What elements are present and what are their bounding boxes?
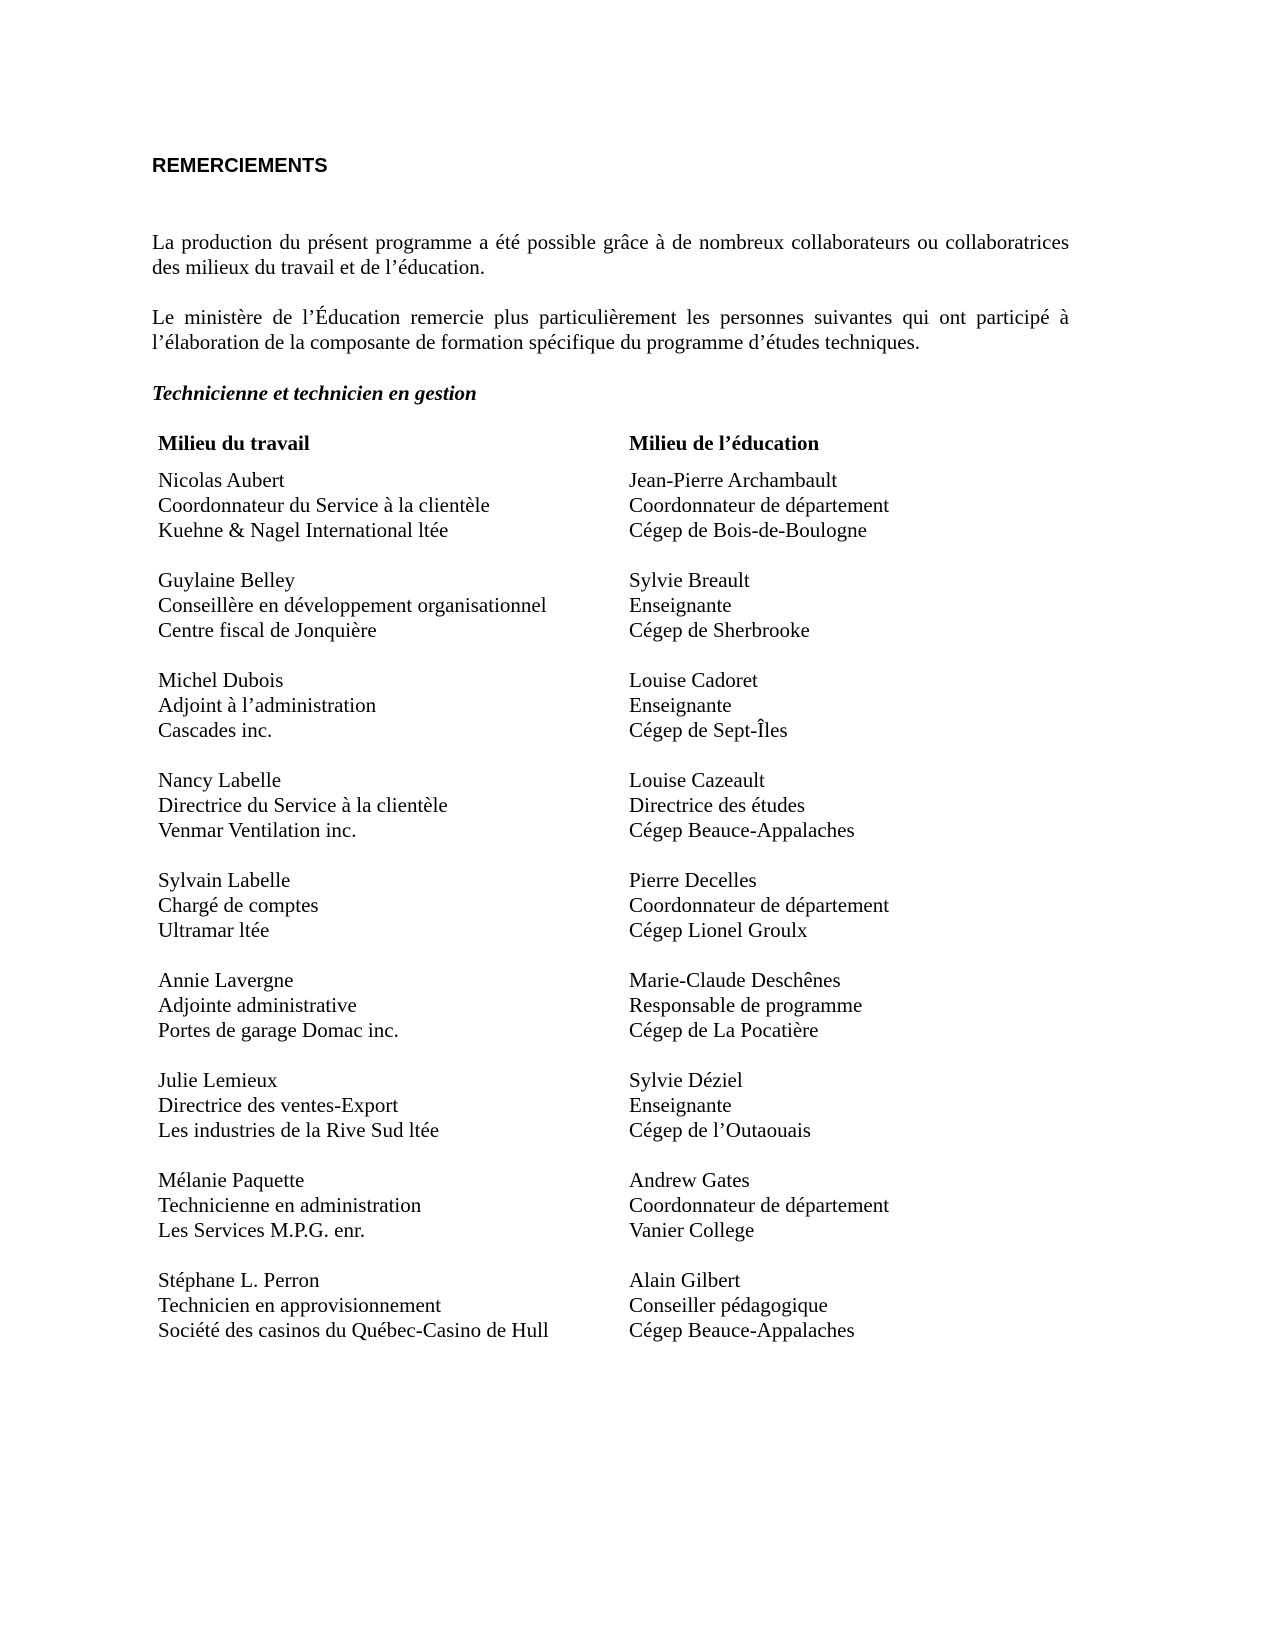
contributor-role: Chargé de comptes	[158, 893, 319, 917]
contributor-name: Julie Lemieux	[158, 1068, 278, 1092]
contributor-org: Ultramar ltée	[158, 918, 270, 942]
contributor-org: Les Services M.P.G. enr.	[158, 1218, 366, 1242]
contributor-org: Cégep de l’Outaouais	[629, 1118, 811, 1142]
contributor-name: Louise Cazeault	[629, 768, 765, 792]
contributor-org: Cégep de Sherbrooke	[629, 618, 810, 642]
contributor-name: Andrew Gates	[629, 1168, 750, 1192]
column-heading: Milieu de l’éducation	[629, 431, 820, 455]
contributor-role: Conseiller pédagogique	[629, 1293, 828, 1317]
contributor-entry	[629, 868, 889, 968]
contributor-role: Coordonnateur du Service à la clientèle	[158, 493, 490, 517]
contributor-entry	[158, 568, 549, 668]
contributor-name: Marie-Claude Deschênes	[629, 968, 841, 992]
contributor-entry	[158, 668, 549, 768]
contributor-org: Cégep de Sept-Îles	[629, 718, 788, 742]
contributor-org: Cascades inc.	[158, 718, 273, 742]
contributor-role: Enseignante	[629, 1093, 732, 1117]
contributor-name: Annie Lavergne	[158, 968, 294, 992]
contributor-entry	[629, 568, 889, 668]
contributor-name: Mélanie Paquette	[158, 1168, 305, 1192]
contributor-entry	[629, 768, 889, 868]
contributor-entry	[158, 768, 549, 868]
contributor-org: Cégep Lionel Groulx	[629, 918, 808, 942]
contributor-entry	[158, 968, 549, 1068]
contributor-org: Cégep de La Pocatière	[629, 1018, 819, 1042]
contributor-role: Coordonnateur de département	[629, 893, 890, 917]
contributor-org: Centre fiscal de Jonquière	[158, 618, 377, 642]
contributor-org: Portes de garage Domac inc.	[158, 1018, 399, 1042]
contributor-name: Guylaine Belley	[158, 568, 296, 592]
contributor-entry	[158, 1168, 549, 1268]
contributor-role: Technicien en approvisionnement	[158, 1293, 442, 1317]
contributor-entry	[158, 1068, 549, 1168]
contributor-org: Venmar Ventilation inc.	[158, 818, 357, 842]
work-column	[158, 431, 549, 1368]
contributor-role: Coordonnateur de département	[629, 1193, 890, 1217]
contributor-name: Sylvie Déziel	[629, 1068, 743, 1092]
contributor-name: Nancy Labelle	[158, 768, 282, 792]
contributor-entry	[158, 468, 549, 568]
contributor-role: Technicienne en administration	[158, 1193, 422, 1217]
contributor-name: Stéphane L. Perron	[158, 1268, 320, 1292]
contributor-org: Vanier College	[629, 1218, 755, 1242]
column-heading: Milieu du travail	[158, 431, 310, 455]
contributor-org: Société des casinos du Québec-Casino de Hull	[158, 1318, 549, 1342]
contributor-entry	[629, 468, 889, 568]
contributor-entry	[629, 968, 889, 1068]
contributor-role: Directrice des ventes-Export	[158, 1093, 399, 1117]
contributor-role: Conseillère en développement organisationnel	[158, 593, 547, 617]
contributor-org: Kuehne & Nagel International ltée	[158, 518, 449, 542]
contributor-entry	[629, 668, 889, 768]
contributor-role: Responsable de programme	[629, 993, 863, 1017]
contributor-name: Pierre Decelles	[629, 868, 757, 892]
contributor-name: Sylvain Labelle	[158, 868, 291, 892]
contributor-entry	[629, 1268, 889, 1368]
contributor-org: Cégep Beauce-Appalaches	[629, 818, 855, 842]
contributor-role: Directrice du Service à la clientèle	[158, 793, 448, 817]
contributor-name: Louise Cadoret	[629, 668, 758, 692]
contributor-name: Alain Gilbert	[629, 1268, 741, 1292]
contributor-name: Nicolas Aubert	[158, 468, 285, 492]
contributor-role: Directrice des études	[629, 793, 806, 817]
contributor-entry	[158, 868, 549, 968]
intro-paragraph: La production du présent programme a été possible grâce à de nombreux collaborateurs ou collaboratrices des milieux du travail et de l’éducation.	[152, 230, 1069, 279]
contributor-org: Cégep de Bois-de-Boulogne	[629, 518, 867, 542]
contributor-entry	[629, 1068, 889, 1168]
contributor-entry	[158, 1268, 549, 1368]
contributor-entry	[629, 1168, 889, 1268]
contributor-org: Les industries de la Rive Sud ltée	[158, 1118, 440, 1142]
contributor-name: Michel Dubois	[158, 668, 284, 692]
contributor-name: Sylvie Breault	[629, 568, 750, 592]
contributor-name: Jean-Pierre Archambault	[629, 468, 838, 492]
contributor-role: Enseignante	[629, 693, 732, 717]
education-column	[629, 431, 889, 1368]
page-title: REMERCIEMENTS	[152, 155, 328, 177]
program-subtitle: Technicienne et technicien en gestion	[152, 381, 477, 405]
contributor-role: Enseignante	[629, 593, 732, 617]
contributor-role: Coordonnateur de département	[629, 493, 890, 517]
thanks-paragraph: Le ministère de l’Éducation remercie plus particulièrement les personnes suivantes qui ont participé à l’élaboration de la composante de formation spécifique du programme d’études techniques.	[152, 305, 1069, 354]
contributor-role: Adjoint à l’administration	[158, 693, 377, 717]
contributor-org: Cégep Beauce-Appalaches	[629, 1318, 855, 1342]
contributor-role: Adjointe administrative	[158, 993, 357, 1017]
